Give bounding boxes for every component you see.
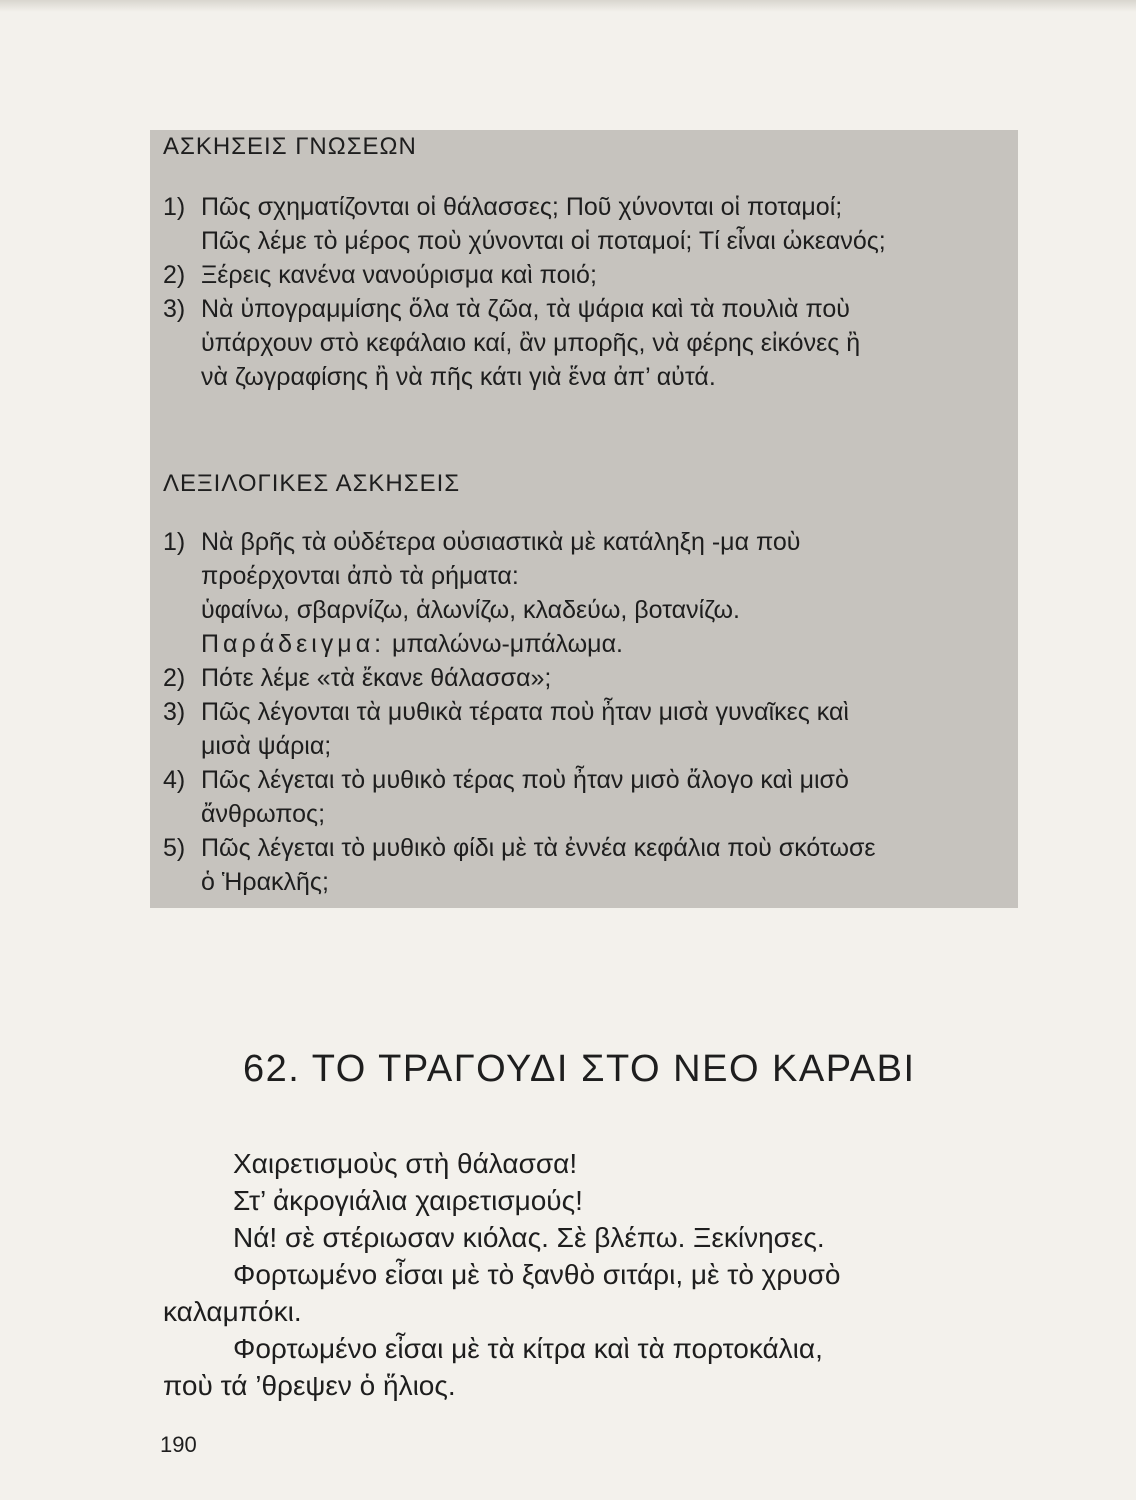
vocabulary-exercise-list: [163, 525, 1013, 899]
item-line: Πῶς σχηματίζονται οἱ θάλασσες; Ποῦ χύνονται οἱ ποταμοί;: [201, 193, 843, 221]
list-item: [163, 292, 1013, 394]
page-number: 190: [160, 1432, 197, 1457]
item-line: ἄνθρωπος;: [201, 800, 326, 828]
example-line: [201, 627, 1013, 661]
knowledge-exercise-list: [163, 190, 1013, 394]
item-number: 2): [163, 261, 186, 289]
section-heading-vocabulary-exercises: ΛΕΞΙΛΟΓΙΚΕΣ ΑΣΚΗΣΕΙΣ: [163, 470, 461, 497]
item-line: Νὰ βρῆς τὰ οὐδέτερα οὐσιαστικὰ μὲ κατάληξη -μα ποὺ: [201, 528, 801, 556]
poem-line: Στ’ ἀκρογιάλια χαιρετισμούς!: [233, 1185, 583, 1216]
item-number: 3): [163, 295, 186, 323]
poem-line: καλαμπόκι.: [163, 1296, 302, 1327]
item-number: 2): [163, 664, 186, 692]
item-number: 5): [163, 834, 186, 862]
item-number: 1): [163, 193, 186, 221]
list-item: [163, 695, 1013, 763]
item-line: Πῶς λέγεται τὸ μυθικὸ τέρας ποὺ ἦταν μισὸ ἄλογο καὶ μισὸ: [201, 766, 849, 794]
list-item: [163, 831, 1013, 899]
list-item: [163, 661, 1013, 695]
list-item: [163, 763, 1013, 831]
item-line: νὰ ζωγραφίσης ἢ νὰ πῆς κάτι γιὰ ἕνα ἀπ’ αὐτά.: [201, 363, 716, 391]
item-line: Πότε λέμε «τὰ ἔκανε θάλασσα»;: [201, 664, 552, 692]
item-line: Πῶς λέμε τὸ μέρος ποὺ χύνονται οἱ ποταμοί; Τί εἶναι ὠκεανός;: [201, 227, 886, 255]
item-line: ὑφαίνω, σβαρνίζω, ἁλωνίζω, κλαδεύω, βοτανίζω.: [201, 596, 741, 624]
poem: [163, 1145, 1013, 1404]
poem-line: Χαιρετισμοὺς στὴ θάλασσα!: [233, 1148, 578, 1179]
item-line: ὑπάρχουν στὸ κεφάλαιο καί, ἂν μπορῆς, νὰ φέρης εἰκόνες ἢ: [201, 329, 861, 357]
item-line: μισὰ ψάρια;: [201, 732, 332, 760]
list-item: [163, 190, 1013, 258]
item-number: 1): [163, 528, 186, 556]
poem-line: Φορτωμένο εἶσαι μὲ τὰ κίτρα καὶ τὰ πορτοκάλια,: [233, 1333, 823, 1364]
item-line: ὁ Ἡρακλῆς;: [201, 868, 329, 896]
chapter-title: 62. ΤΟ ΤΡΑΓΟΥΔΙ ΣΤΟ ΝΕΟ ΚΑΡΑΒΙ: [243, 1048, 916, 1090]
example-text: μπαλώνω-μπάλωμα.: [385, 630, 623, 658]
poem-line: Νά! σὲ στέριωσαν κιόλας. Σὲ βλέπω. Ξεκίνησες.: [233, 1222, 825, 1253]
poem-line: Φορτωμένο εἶσαι μὲ τὸ ξανθὸ σιτάρι, μὲ τὸ χρυσὸ: [233, 1259, 841, 1290]
item-line: Πῶς λέγεται τὸ μυθικὸ φίδι μὲ τὰ ἐννέα κεφάλια ποὺ σκότωσε: [201, 834, 876, 862]
page-edge: [0, 0, 1136, 12]
item-number: 4): [163, 766, 186, 794]
poem-line: ποὺ τά ’θρεψεν ὁ ἥλιος.: [163, 1370, 456, 1401]
example-label: Παράδειγμα:: [201, 630, 386, 658]
list-item: [163, 258, 1013, 292]
item-line: Νὰ ὑπογραμμίσης ὅλα τὰ ζῶα, τὰ ψάρια καὶ τὰ πουλιὰ ποὺ: [201, 295, 850, 323]
item-number: 3): [163, 698, 186, 726]
section-heading-knowledge-exercises: ΑΣΚΗΣΕΙΣ ΓΝΩΣΕΩΝ: [163, 133, 417, 160]
item-line: προέρχονται ἀπὸ τὰ ρήματα:: [201, 562, 519, 590]
item-line: Πῶς λέγονται τὰ μυθικὰ τέρατα ποὺ ἦταν μισὰ γυναῖκες καὶ: [201, 698, 849, 726]
list-item: [163, 525, 1013, 661]
item-line: Ξέρεις κανένα νανούρισμα καὶ ποιό;: [201, 261, 597, 289]
